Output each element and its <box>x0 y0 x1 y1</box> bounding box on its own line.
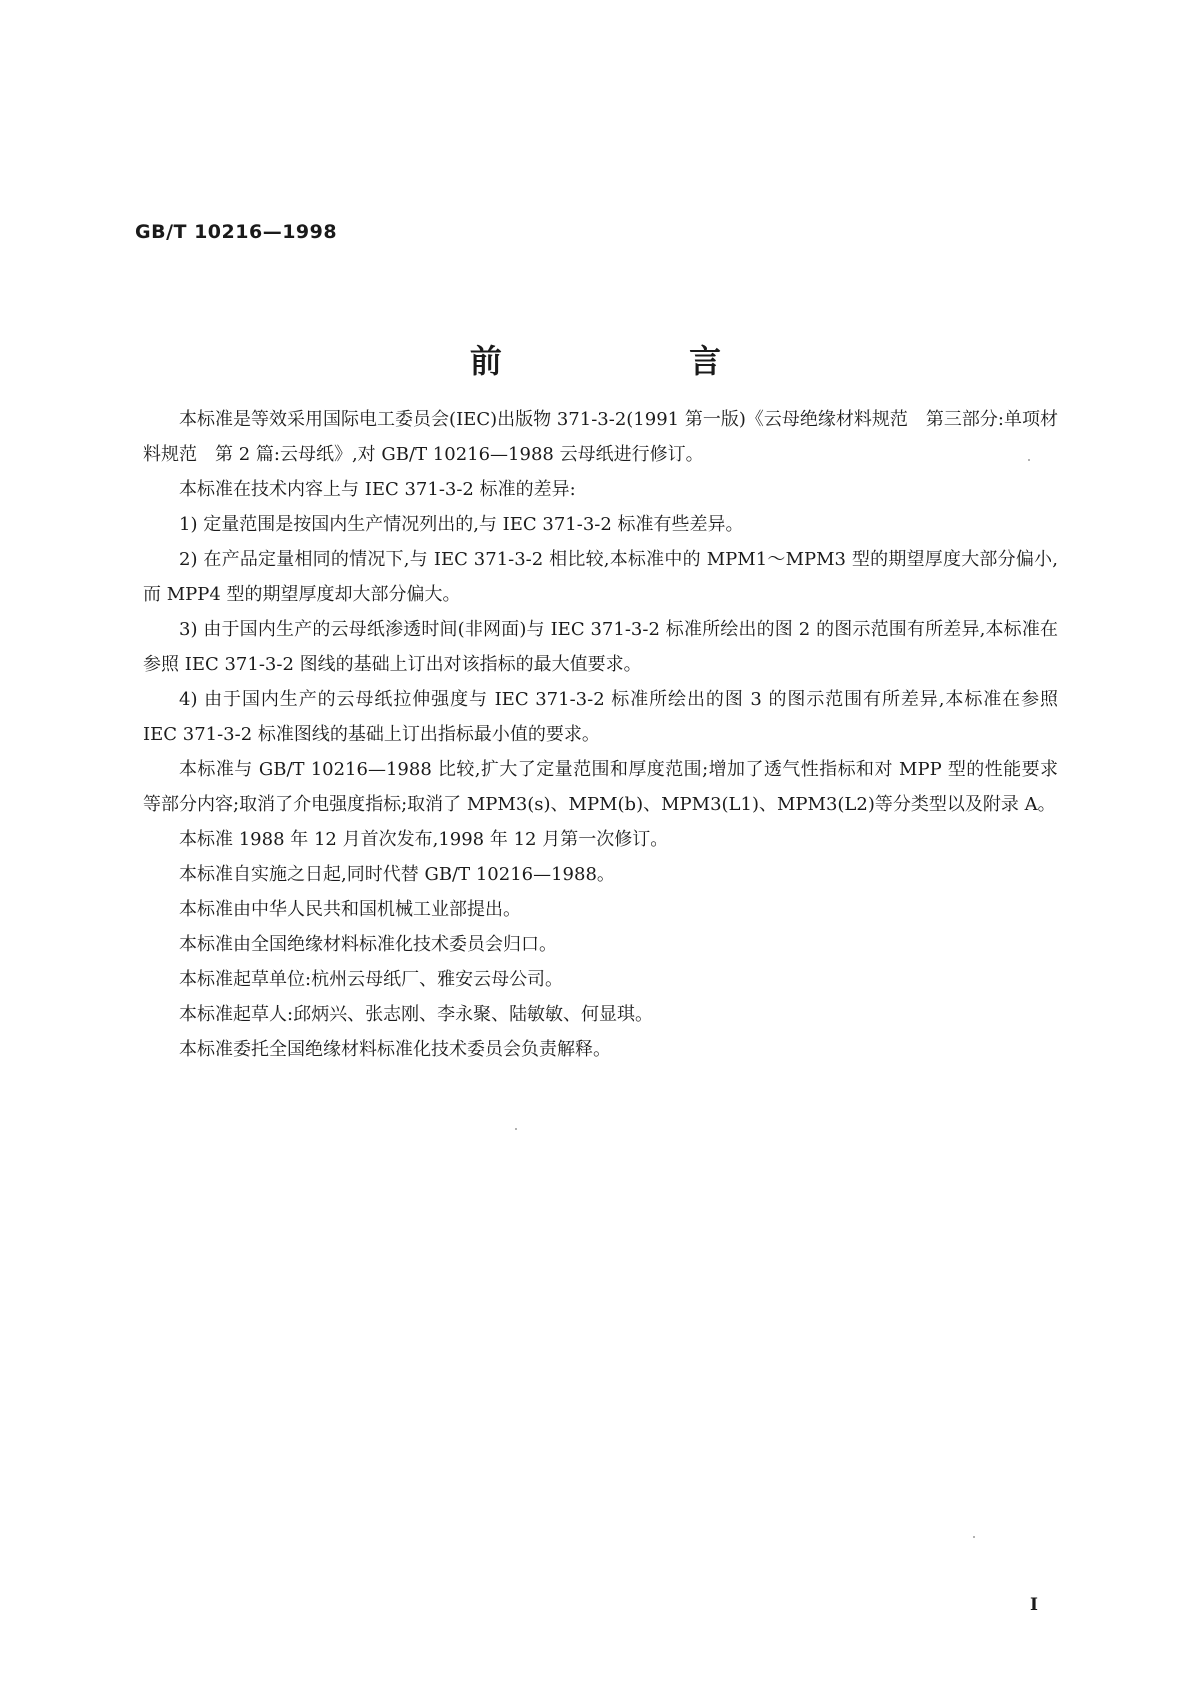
paragraph-drafters: 本标准起草人:邱炳兴、张志刚、李永聚、陆敏敏、何显琪。 <box>179 1004 654 1025</box>
page-title: 前 言 <box>469 342 810 380</box>
paragraph-comparison: 本标准与 GB/T 10216—1988 比较,扩大了定量范围和厚度范围;增加了透气性指标和对 MPP 型的性能要求等部分内容;取消了介电强度指标;取消了 MPM3(s)、MPM(b)、MPM3(L1)、MPM3(L2)等分类型以及附录 A。 <box>143 759 1058 815</box>
paragraph-difference-2: 2) 在产品定量相同的情况下,与 IEC 371-3-2 相比较,本标准中的 MPM1～MPM3 型的期望厚度大部分偏小,而 MPP4 型的期望厚度却大部分偏大。 <box>143 549 1058 605</box>
paragraph-history: 本标准 1988 年 12 月首次发布,1998 年 12 月第一次修订。 <box>179 829 669 850</box>
paragraph-difference-3: 3) 由于国内生产的云母纸渗透时间(非网面)与 IEC 371-3-2 标准所绘出的图 2 的图示范围有所差异,本标准在参照 IEC 371-3-2 图线的基础上订出对该指标的最大值要求。 <box>143 619 1058 675</box>
paragraph-difference-1: 1) 定量范围是按国内生产情况列出的,与 IEC 371-3-2 标准有些差异。 <box>179 514 744 535</box>
paragraph-differences-intro: 本标准在技术内容上与 IEC 371-3-2 标准的差异: <box>179 479 576 500</box>
paragraph-adoption: 本标准是等效采用国际电工委员会(IEC)出版物 371-3-2(1991 第一版)《云母绝缘材料规范 第三部分:单项材料规范 第 2 篇:云母纸》,对 GB/T 10216—1988 云母纸进行修订。 <box>143 409 1058 465</box>
scan-speck <box>515 1128 517 1130</box>
foreword-body <box>143 402 1058 1067</box>
paragraph-difference-4: 4) 由于国内生产的云母纸拉伸强度与 IEC 371-3-2 标准所绘出的图 3 的图示范围有所差异,本标准在参照 IEC 371-3-2 标准图线的基础上订出指标最小值的要求。 <box>143 689 1058 745</box>
scan-speck <box>973 1536 975 1538</box>
paragraph-replacement: 本标准自实施之日起,同时代替 GB/T 10216—1988。 <box>179 864 615 885</box>
standard-code: GB/T 10216—1998 <box>135 221 338 243</box>
paragraph-committee: 本标准由全国绝缘材料标准化技术委员会归口。 <box>179 934 557 955</box>
scan-speck <box>1028 459 1030 461</box>
paragraph-proposer: 本标准由中华人民共和国机械工业部提出。 <box>179 899 521 920</box>
paragraph-drafting-units: 本标准起草单位:杭州云母纸厂、雅安云母公司。 <box>179 969 564 990</box>
page-number: I <box>1030 1595 1038 1615</box>
paragraph-interpretation: 本标准委托全国绝缘材料标准化技术委员会负责解释。 <box>179 1039 611 1060</box>
